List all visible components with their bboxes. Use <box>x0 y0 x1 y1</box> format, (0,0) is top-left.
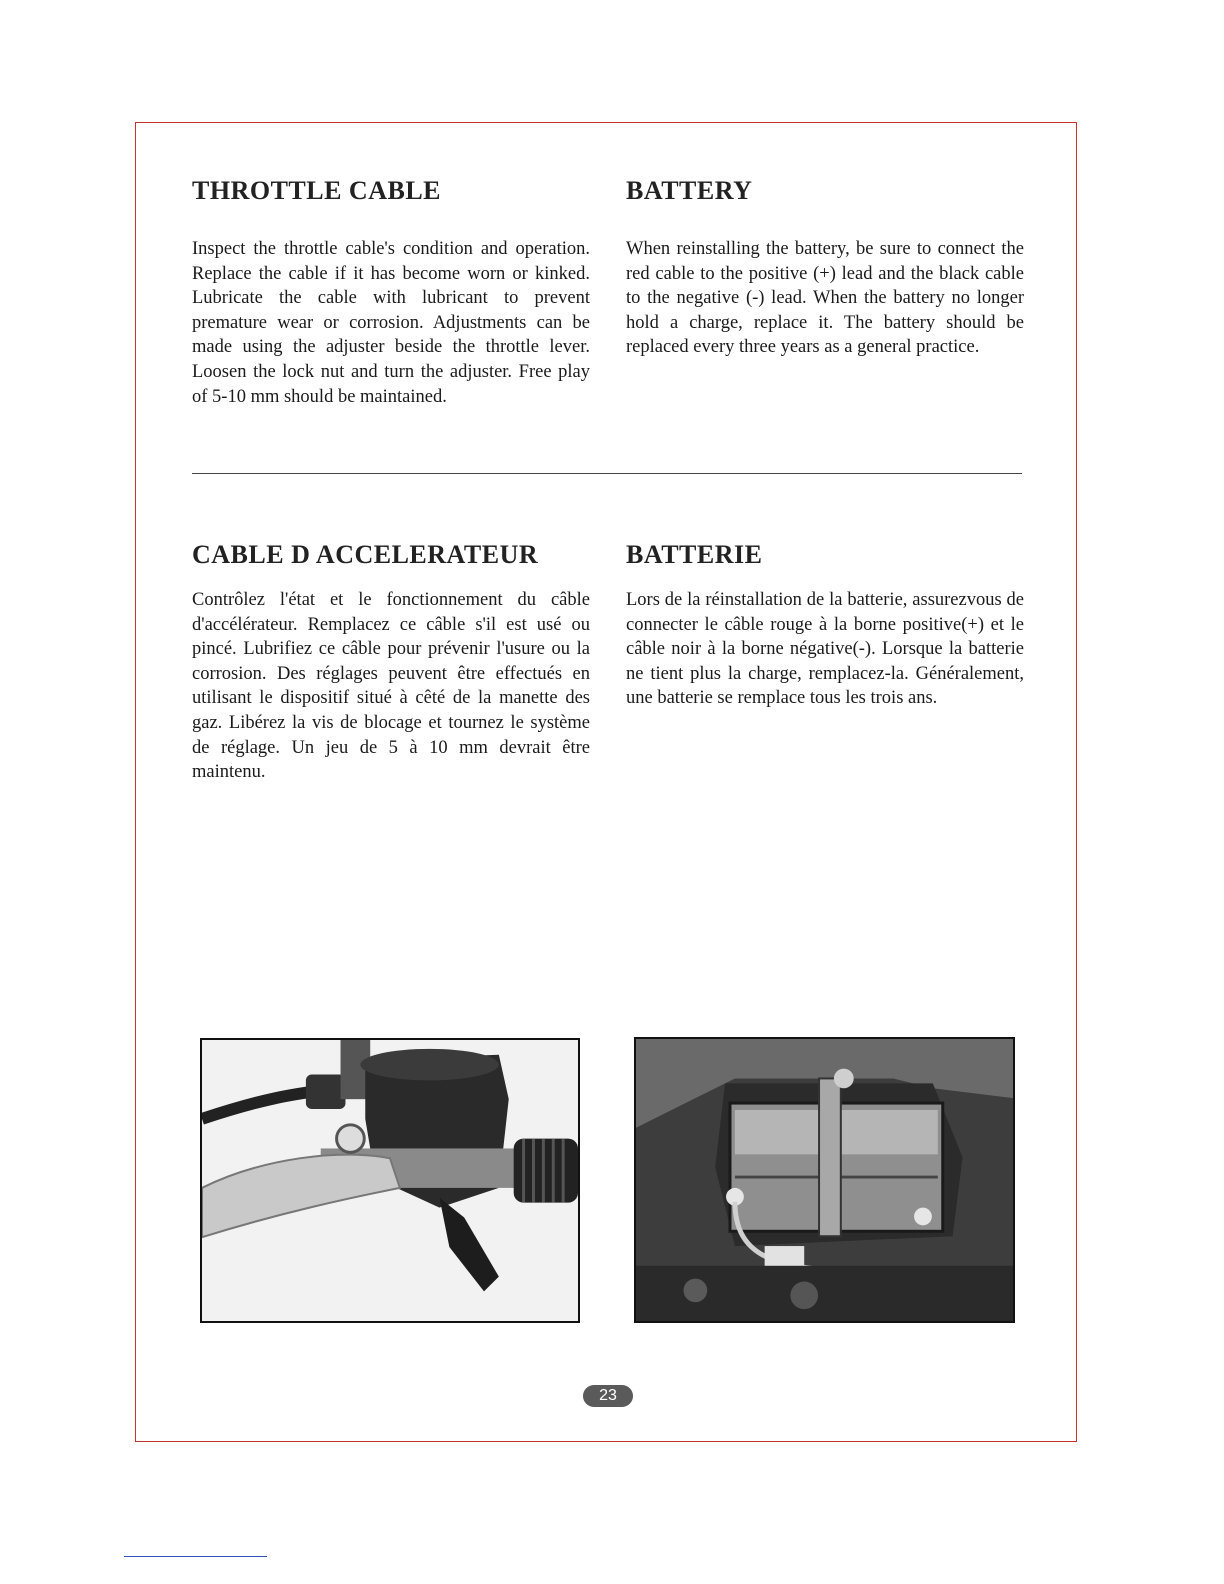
battery-text: When reinstalling the battery, be sure to connect the red cable to the positive (+) lead and the black cable to the negative (-) lead. When the battery no longer hold a charge, replace it. The battery should be replaced every three years as a general practice. <box>626 239 1024 358</box>
throttle-cable-heading: THROTTLE CABLE <box>192 176 442 205</box>
battery-compartment-photo <box>634 1037 1015 1323</box>
battery-section <box>626 176 1024 360</box>
cable-accelerateur-heading: CABLE D ACCELERATEUR <box>192 540 539 569</box>
throttle-lever-photo-icon <box>202 1040 578 1321</box>
batterie-section <box>626 540 1024 711</box>
batterie-heading: BATTERIE <box>626 540 763 569</box>
footer-link-underline <box>124 1556 267 1557</box>
throttle-lever-photo <box>200 1038 580 1323</box>
battery-compartment-photo-icon <box>636 1039 1013 1321</box>
battery-heading: BATTERY <box>626 176 753 205</box>
throttle-cable-text: Inspect the throttle cable's condition and operation. Replace the cable if it has become worn or kinked. Lubricate the cable with lubricant to prevent premature wear or corrosion. Adjustments can be made using the adjuster beside the throttle lever. Loosen the lock nut and turn the adjuster. Free play of 5-10 mm should be maintained. <box>192 239 590 407</box>
batterie-text: Lors de la réinstallation de la batterie, assurezvous de connecter le câble rouge à la borne positive(+) et le câble noir à la borne négative(-). Lorsque la batterie ne tient plus la charge, remplacez-la. Généralement, une batterie se remplace tous les trois ans. <box>626 590 1024 709</box>
page-number-badge: 23 <box>583 1385 633 1407</box>
throttle-cable-section <box>192 176 590 409</box>
cable-accelerateur-text: Contrôlez l'état et le fonctionnement du câble d'accélérateur. Remplacez ce câble s'il est usé ou pincé. Lubrifiez ce câble pour prévenir l'usure ou la corrosion. Des réglages peuvent être effectués en utilisant le dispositif situé à cêté de la manette des gaz. Libérez la vis de blocage et tournez le système de réglage. Un jeu de 5 à 10 mm devrait être maintenu. <box>192 590 590 783</box>
cable-accelerateur-section <box>192 540 590 785</box>
section-divider <box>192 473 1022 474</box>
